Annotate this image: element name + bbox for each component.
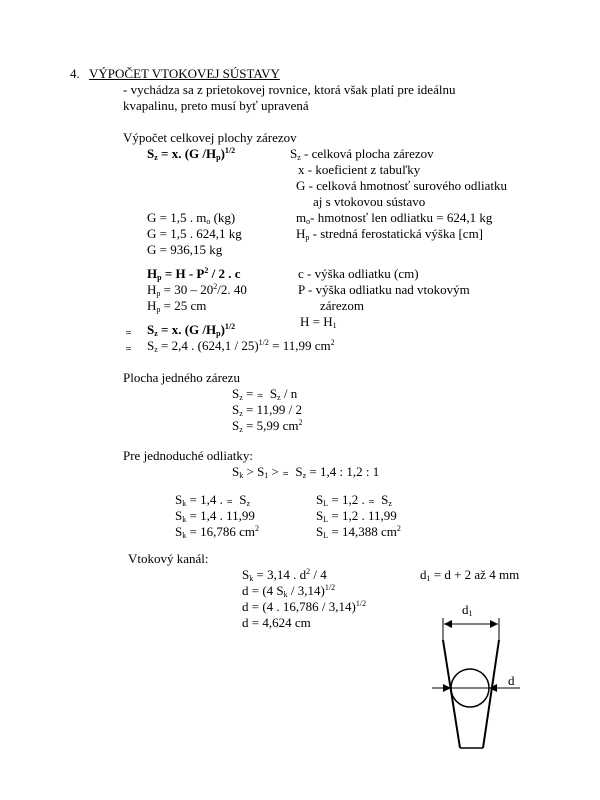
- legend-sz: $S_z$ - celková plocha zárezov: [290, 146, 434, 162]
- single-area-line-1: $S_z$ = ≍ $S_z$ / n: [232, 386, 298, 402]
- hp-value-1: $H_p = 30 - 20^2/2$. 40: [147, 282, 247, 298]
- d-formula: d = (4 $S_k / 3,14)^{1/2}$: [242, 583, 336, 599]
- intro-line-1: - vychádza sa z prietokovej rovnice, ktorá však platí pre ideálnu: [123, 82, 456, 97]
- result-value: $S_z = 2,4$ . (624,1 / 25)$^{1/2}$ = 11,99 $cm^2$: [147, 338, 335, 354]
- d-substitution: d = (4 . 16,786 / 3,14)$^{1/2}$: [242, 599, 367, 614]
- hp-formula: $H_p = H - P^2 / 2$ . c: [147, 266, 241, 282]
- g-equation-1: G = 1,5 . $m_o$ (kg): [147, 210, 236, 226]
- d-label: d: [508, 673, 515, 688]
- legend-c: c - výška odliatku (cm): [298, 266, 419, 281]
- sl-line-1: $S_L = 1,2$ . ≍ $S_z$: [316, 492, 392, 508]
- area-ratio: $S_k > S_1$ > ≍ $S_z = 1,4$ : 1,2 : 1: [232, 464, 380, 480]
- simple-castings-heading: Pre jednoduché odliatky:: [123, 448, 253, 463]
- g-equation-2: G = 1,5 . 624,1 kg: [147, 226, 242, 241]
- d1-label: $d_1$: [462, 602, 473, 618]
- legend-m: $m_o-$ hmotnosť len odliatku = 624,1 kg: [296, 210, 493, 226]
- sk-line-3: $S_k = 16,786$ $cm^2$: [175, 524, 259, 540]
- legend-g-line-1: G - celková hmotnosť surového odliatku: [296, 178, 507, 193]
- total-area-formula: $S_z = x$. (G $/H_p)^{1/2}$: [147, 146, 236, 162]
- total-area-heading: Výpočet celkovej plochy zárezov: [123, 130, 297, 145]
- legend-hp: $H_p$ - stredná ferostatická výška [cm]: [296, 226, 484, 242]
- result-formula: $S_z = x$. (G $/H_p)^{1/2}$: [147, 322, 236, 338]
- channel-heading: Vtokový kanál:: [128, 551, 209, 566]
- section-number: 4.: [70, 66, 80, 81]
- sl-line-2: $S_L = 1,2$ . 11,99: [316, 508, 397, 524]
- h-equation: $H = H_1$: [300, 314, 337, 330]
- sk-line-1: $S_k = 1,4$ . ≍ $S_z$: [175, 492, 251, 508]
- legend-p-line-2: zárezom: [320, 298, 365, 313]
- g-equation-3: G = 936,15 kg: [147, 242, 223, 257]
- sl-line-3: $S_L = 14,388$ $cm^2$: [316, 524, 401, 540]
- single-area-heading: Plocha jedného zárezu: [123, 370, 240, 385]
- single-area-line-3: $S_z = 5,99$ $cm^2$: [232, 418, 303, 434]
- legend-x: x - koeficient z tabuľky: [298, 162, 421, 177]
- d-result: d = 4,624 cm: [242, 615, 311, 630]
- hp-value-2: $H_p = 25$ cm: [147, 298, 207, 314]
- legend-p-line-1: P - výška odliatku nad vtokovým: [298, 282, 470, 297]
- approx-symbol-1: ≍: [125, 328, 132, 337]
- single-area-line-2: $S_z = 11,99 / 2$: [232, 402, 303, 418]
- intro-line-2: kvapalinu, preto musí byť upravená: [123, 98, 309, 113]
- legend-g-line-2: aj s vtokovou sústavo: [313, 194, 426, 209]
- sprue-area: $S_k = 3,14$ . $d^2 / 4$: [242, 567, 327, 583]
- d1-equation: $d_1 = d + 2$ až 4 mm: [420, 567, 520, 583]
- section-title: VÝPOČET VTOKOVEJ SÚSTAVY: [89, 66, 280, 81]
- approx-symbol-2: ≍: [125, 344, 132, 353]
- sk-line-2: $S_k = 1,4$ . 11,99: [175, 508, 255, 524]
